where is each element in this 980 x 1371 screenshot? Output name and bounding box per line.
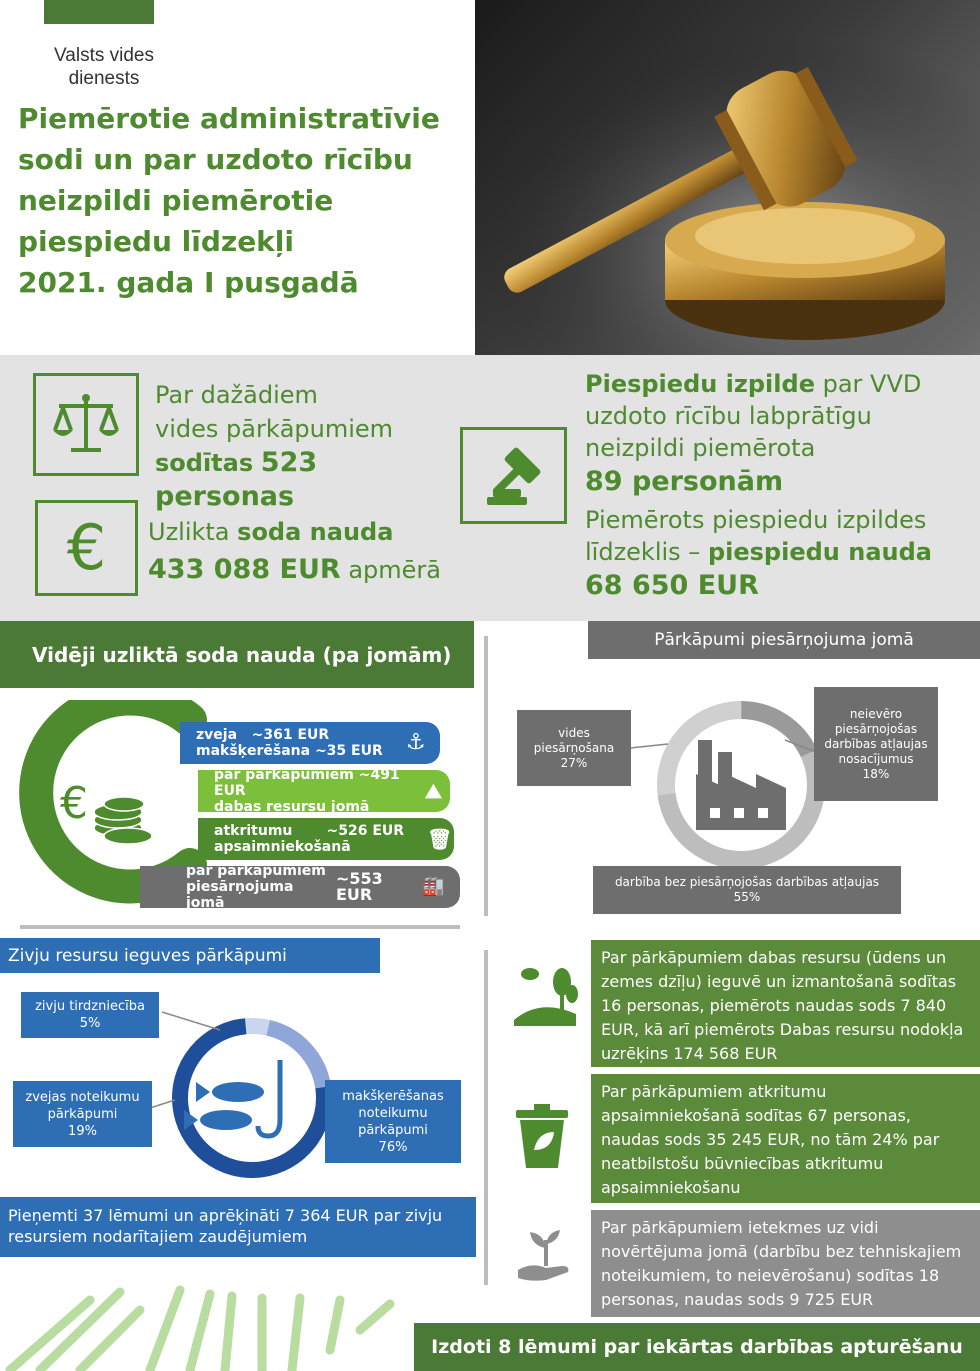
waste-text: Par pārkāpumiem atkritumu apsaimniekošanā sodītas 67 personas, naudas sods 35 245 EUR, no tām 24% par neatbilstošu būvniecības atkritumu apsaimniekošanu: [591, 1074, 980, 1203]
enforce-line: uzdoto rīcību labprātīgu: [585, 402, 872, 430]
enforce-line: Piemērots piespiedu izpildes: [585, 506, 927, 534]
donut-slice: [246, 1026, 268, 1028]
pollution-header: Pārkāpumi piesārņojuma jomā: [588, 621, 980, 659]
landscape-icon: ⛰: [425, 779, 442, 803]
enforce-amount: 68 650 EUR: [585, 570, 759, 601]
avg-row-waste: atkritumu ~526 EUR apsaimniekošanā 🗑: [198, 818, 454, 860]
fish-header: Zivju resursu ieguves pārkāpumi: [0, 938, 380, 973]
donut-slice: [741, 710, 809, 753]
gavel-photo: [475, 0, 980, 355]
bin-icon: 🗑: [427, 827, 453, 851]
organization-name: Valsts vides dienests: [54, 45, 154, 89]
fish-label-fishing-rules: zvejas noteikumu pārkāpumi 19%: [13, 1081, 152, 1147]
avg-fine-header: Vidēji uzliktā soda nauda (pa jomām): [0, 621, 474, 688]
fish-hook-icon: ⚓: [406, 730, 426, 755]
enforcement-stat: [585, 368, 975, 604]
divider: [20, 925, 460, 929]
persons-line: Par dažādiem: [155, 381, 318, 409]
nature-icon: [510, 960, 580, 1030]
fine-amount: 433 088 EUR: [148, 554, 341, 585]
gavel-icon: [475, 0, 980, 355]
enforce-line: neizpildi piemērota: [585, 434, 816, 462]
avg-row-fishing: zveja ~361 EUR makšķerēšana ~35 EUR ⚓: [180, 722, 440, 764]
fish-hook-large-icon: [258, 1060, 280, 1136]
fish-label-angling-rules: makšķerēšanas noteikumu pārkāpumi 76%: [325, 1080, 461, 1163]
euro-symbol: €: [60, 778, 88, 829]
decorative-stripes: [0, 1270, 420, 1371]
waste-bin-icon: [512, 1102, 572, 1172]
title-line: neizpildi piemērotie: [18, 184, 334, 217]
avg-row-pollution: par pārkāpumiem piesārņojuma jomā ~553 EUR 🏭: [140, 866, 460, 908]
pollution-label-permit-conditions: neievēro piesārņojošas darbības atļaujas nosacījumus 18%: [814, 687, 938, 801]
persons-line: vides pārkāpumiem: [155, 415, 394, 443]
pollution-label-environment: vides piesārņošana 27%: [517, 710, 631, 786]
fish-icon: [184, 1082, 264, 1130]
fine-line: Uzlikta soda nauda: [148, 518, 394, 546]
fish-chart: [0, 980, 480, 1190]
enforce-line: līdzeklis – piespiedu nauda: [585, 538, 932, 566]
title-line: sodi un par uzdoto rīcību: [18, 143, 413, 176]
fine-label: soda nauda: [237, 518, 394, 546]
donut-slice: [268, 1028, 323, 1087]
enforce-count: 89 personām: [585, 466, 784, 497]
fine-stat: [148, 513, 448, 589]
fish-label-trade: zivju tirdzniecība 5%: [21, 992, 159, 1038]
pollution-chart: [500, 670, 970, 920]
persons-line: [155, 446, 455, 514]
gavel-small-icon: [479, 441, 549, 511]
persons-stat: [155, 378, 455, 514]
top-accent-bar: [44, 0, 154, 24]
persons-verb: sodītas: [155, 449, 254, 477]
title-line: piespiedu līdzekļi: [18, 225, 294, 258]
factory-small-icon: 🏭: [422, 876, 445, 897]
pollution-label-no-permit: darbība bez piesārņojošas darbības atļaujas 55%: [593, 866, 901, 914]
enforce-line: Piespiedu izpilde par VVD: [585, 370, 922, 398]
eia-text: Par pārkāpumiem ietekmes uz vidi novērtējuma jomā (darbību bez tehniskajiem noteikumiem, to neievērošanu) sodītas 18 personas, naudas sods 9 725 EUR: [591, 1210, 980, 1317]
scales-icon: [49, 388, 123, 462]
euro-icon: €: [66, 511, 107, 584]
scales-box: [33, 373, 139, 476]
title-line: Piemērotie administratīvie: [18, 102, 440, 135]
natural-resources-text: Par pārkāpumiem dabas resursu (ūdens un zemes dzīļu) ieguvē un izmantošanā sodītas 16 personas, piemērots naudas sods 7 840 EUR, kā arī piemērots Dabas resursu nodokļa uzrēķins 174 568 EUR: [591, 940, 980, 1067]
plant-hand-icon: [512, 1226, 578, 1286]
fine-line: 433 088 EUR apmērā: [148, 554, 441, 585]
page-title: [18, 98, 468, 303]
divider: [484, 636, 488, 916]
fish-footer: Pieņemti 37 lēmumi un aprēķināti 7 364 EUR par zivju resursiem nodarītajiem zaudējumiem: [0, 1197, 476, 1257]
euro-box: [35, 500, 138, 596]
divider: [484, 950, 488, 1285]
avg-row-natural: par pārkāpumiem ~491 EUR dabas resursu jomā ⛰: [198, 770, 450, 812]
title-line: 2021. gada I pusgadā: [18, 266, 359, 299]
avg-fine-graphic: [0, 700, 470, 910]
persons-count: 523 personas: [155, 447, 318, 512]
gavel-box: [460, 427, 567, 524]
decisions-banner: Izdoti 8 lēmumi par iekārtas darbības apturēšanu: [414, 1323, 980, 1371]
